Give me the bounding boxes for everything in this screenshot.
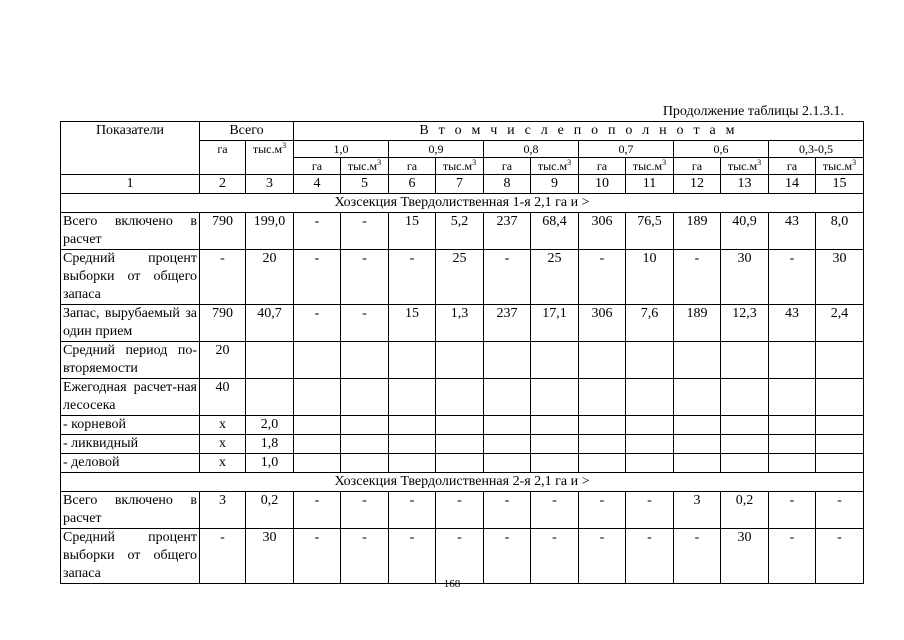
table-cell: 20 xyxy=(246,250,294,305)
header-density-volume xyxy=(816,158,864,175)
table-cell: - xyxy=(341,305,389,342)
table-cell: - xyxy=(769,529,816,584)
table-cell: 790 xyxy=(200,305,246,342)
table-cell: 43 xyxy=(769,305,816,342)
table-cell: 40 xyxy=(200,379,246,416)
table-cell xyxy=(579,379,626,416)
unit-exponent: 3 xyxy=(377,158,382,167)
header-density-volume xyxy=(626,158,674,175)
table-cell xyxy=(484,342,531,379)
table-cell xyxy=(721,416,769,435)
table-cell: 0,2 xyxy=(721,492,769,529)
table-cell: - xyxy=(389,529,436,584)
table-cell: - xyxy=(294,529,341,584)
table-cell xyxy=(531,435,579,454)
table-cell: - xyxy=(341,529,389,584)
column-number: 5 xyxy=(341,175,389,194)
header-density-ha: га xyxy=(484,158,531,175)
table-cell: - xyxy=(389,492,436,529)
table-cell xyxy=(294,435,341,454)
table-cell: 0,2 xyxy=(246,492,294,529)
header-density: 1,0 xyxy=(294,141,389,158)
table-cell xyxy=(246,379,294,416)
table-cell xyxy=(769,435,816,454)
table-cell: - xyxy=(674,529,721,584)
header-density: 0,3-0,5 xyxy=(769,141,864,158)
table-cell: - xyxy=(341,213,389,250)
unit-label: тыс.м xyxy=(727,159,758,173)
table-row xyxy=(61,342,864,379)
table-cell: - xyxy=(579,492,626,529)
header-density-volume xyxy=(436,158,484,175)
header-density: 0,8 xyxy=(484,141,579,158)
table-row xyxy=(61,454,864,473)
table-cell xyxy=(816,342,864,379)
table-cell xyxy=(531,454,579,473)
table-cell: 15 xyxy=(389,305,436,342)
table-cell xyxy=(389,454,436,473)
header-total-volume xyxy=(246,141,294,175)
header-total: Всего xyxy=(200,122,294,141)
table-cell xyxy=(579,435,626,454)
table-cell: - xyxy=(674,250,721,305)
table-cell: - xyxy=(294,492,341,529)
column-number: 1 xyxy=(61,175,200,194)
table-cell: - xyxy=(626,492,674,529)
table-body xyxy=(61,122,864,584)
table-cell xyxy=(246,342,294,379)
table-cell: - xyxy=(200,250,246,305)
table-cell: x xyxy=(200,454,246,473)
column-number-row xyxy=(61,175,864,194)
table-cell: 68,4 xyxy=(531,213,579,250)
table-cell xyxy=(816,379,864,416)
header-total-ha: га xyxy=(200,141,246,175)
table-cell: 30 xyxy=(721,529,769,584)
table-cell: 2,4 xyxy=(816,305,864,342)
table-cell xyxy=(341,435,389,454)
table-cell: - xyxy=(200,529,246,584)
table-cell: 17,1 xyxy=(531,305,579,342)
column-number: 11 xyxy=(626,175,674,194)
table-cell xyxy=(294,454,341,473)
table-cell xyxy=(769,454,816,473)
table-cell: - xyxy=(769,250,816,305)
table-cell: 790 xyxy=(200,213,246,250)
table-cell: - xyxy=(626,529,674,584)
table-cell: 12,3 xyxy=(721,305,769,342)
table-cell xyxy=(341,342,389,379)
table-cell xyxy=(816,416,864,435)
unit-label: тыс.м xyxy=(822,159,853,173)
header-density: 0,9 xyxy=(389,141,484,158)
header-density-ha: га xyxy=(294,158,341,175)
table-cell xyxy=(579,416,626,435)
table-row xyxy=(61,529,864,584)
header-including-densities: В т о м ч и с л е п о п о л н о т а м xyxy=(294,122,864,141)
table-cell: - xyxy=(816,492,864,529)
table-cell: - xyxy=(436,492,484,529)
table-cell: x xyxy=(200,435,246,454)
table-cell xyxy=(626,454,674,473)
table-row xyxy=(61,379,864,416)
table-cell: 306 xyxy=(579,305,626,342)
header-density-ha: га xyxy=(579,158,626,175)
table-cell: 189 xyxy=(674,213,721,250)
table-cell xyxy=(389,416,436,435)
table-row xyxy=(61,250,864,305)
table-row xyxy=(61,416,864,435)
table-cell xyxy=(484,435,531,454)
table-cell xyxy=(579,454,626,473)
section-row xyxy=(61,473,864,492)
table-cell: - xyxy=(341,492,389,529)
table-cell xyxy=(721,454,769,473)
table-cell: 30 xyxy=(246,529,294,584)
header-density-ha: га xyxy=(389,158,436,175)
unit-label: тыс.м xyxy=(252,142,283,156)
table-cell: 306 xyxy=(579,213,626,250)
column-number: 12 xyxy=(674,175,721,194)
table-cell: 30 xyxy=(721,250,769,305)
table-cell: 43 xyxy=(769,213,816,250)
table-cell: - xyxy=(531,529,579,584)
column-number: 15 xyxy=(816,175,864,194)
table-cell xyxy=(626,416,674,435)
page-number: 168 xyxy=(443,578,461,590)
table-cell: - xyxy=(769,492,816,529)
table-cell xyxy=(769,342,816,379)
table-cell: 3 xyxy=(674,492,721,529)
table-cell xyxy=(626,435,674,454)
row-label: Всего включено в расчет xyxy=(61,213,200,250)
row-label: - деловой xyxy=(61,454,200,473)
unit-label: тыс.м xyxy=(537,159,568,173)
table-cell xyxy=(816,454,864,473)
table-cell: 25 xyxy=(531,250,579,305)
row-label: Средний процент выборки от общего запаса xyxy=(61,529,200,584)
table-cell: 189 xyxy=(674,305,721,342)
column-number: 8 xyxy=(484,175,531,194)
header-density-volume xyxy=(721,158,769,175)
table-cell: - xyxy=(531,492,579,529)
table-cell xyxy=(436,416,484,435)
table-cell xyxy=(341,416,389,435)
table-cell xyxy=(531,379,579,416)
table-cell: 1,3 xyxy=(436,305,484,342)
table-cell: - xyxy=(436,529,484,584)
table-cell: 5,2 xyxy=(436,213,484,250)
table-cell xyxy=(579,342,626,379)
table-row xyxy=(61,492,864,529)
table-cell: 20 xyxy=(200,342,246,379)
table-cell: 10 xyxy=(626,250,674,305)
table-cell xyxy=(294,342,341,379)
column-number: 2 xyxy=(200,175,246,194)
table-cell xyxy=(721,379,769,416)
table-cell: 15 xyxy=(389,213,436,250)
table-cell: 40,7 xyxy=(246,305,294,342)
column-number: 7 xyxy=(436,175,484,194)
header-density-volume xyxy=(341,158,389,175)
table-cell xyxy=(436,379,484,416)
column-number: 13 xyxy=(721,175,769,194)
table-cell xyxy=(436,454,484,473)
column-number: 3 xyxy=(246,175,294,194)
table-cell: - xyxy=(389,250,436,305)
header-indicators: Показатели xyxy=(61,122,200,175)
table-cell xyxy=(389,342,436,379)
table-cell: 199,0 xyxy=(246,213,294,250)
table-cell: - xyxy=(484,250,531,305)
table-cell xyxy=(674,454,721,473)
table-cell xyxy=(341,454,389,473)
table-cell xyxy=(816,435,864,454)
table-row xyxy=(61,435,864,454)
unit-exponent: 3 xyxy=(472,158,477,167)
column-number: 10 xyxy=(579,175,626,194)
table-cell: 3 xyxy=(200,492,246,529)
section-title: Хозсекция Твердолиственная 1-я 2,1 га и > xyxy=(61,194,864,213)
column-number: 9 xyxy=(531,175,579,194)
table-cell xyxy=(674,435,721,454)
header-density: 0,7 xyxy=(579,141,674,158)
header-row-1 xyxy=(61,122,864,141)
table-cell xyxy=(341,379,389,416)
table-cell xyxy=(484,416,531,435)
table-cell xyxy=(294,416,341,435)
table-cell xyxy=(721,342,769,379)
table-cell: 40,9 xyxy=(721,213,769,250)
table-cell xyxy=(674,379,721,416)
row-label: Всего включено в расчет xyxy=(61,492,200,529)
allowable-cut-table xyxy=(60,121,864,584)
table-cell: 237 xyxy=(484,305,531,342)
table-cell xyxy=(484,379,531,416)
table-cell xyxy=(436,342,484,379)
section-title: Хозсекция Твердолиственная 2-я 2,1 га и > xyxy=(61,473,864,492)
table-cell: - xyxy=(484,529,531,584)
table-cell xyxy=(389,435,436,454)
table-cell xyxy=(294,379,341,416)
table-cell: - xyxy=(341,250,389,305)
table-cell: x xyxy=(200,416,246,435)
table-cell: 1,8 xyxy=(246,435,294,454)
row-label: - корневой xyxy=(61,416,200,435)
table-cell xyxy=(626,379,674,416)
table-cell: - xyxy=(579,529,626,584)
table-cell: - xyxy=(816,529,864,584)
table-cell xyxy=(721,435,769,454)
section-row xyxy=(61,194,864,213)
table-cell: - xyxy=(579,250,626,305)
table-row xyxy=(61,213,864,250)
unit-label: тыс.м xyxy=(442,159,473,173)
column-number: 6 xyxy=(389,175,436,194)
table-row xyxy=(61,305,864,342)
unit-exponent: 3 xyxy=(757,158,762,167)
row-label: Средний период по-вторяемости xyxy=(61,342,200,379)
table-cell xyxy=(674,342,721,379)
table-cell: - xyxy=(294,305,341,342)
column-number: 14 xyxy=(769,175,816,194)
table-cell: 237 xyxy=(484,213,531,250)
row-label: Запас, вырубаемый за один прием xyxy=(61,305,200,342)
header-density-ha: га xyxy=(769,158,816,175)
row-label: - ликвидный xyxy=(61,435,200,454)
table-cell xyxy=(531,342,579,379)
table-cell xyxy=(769,379,816,416)
table-cell xyxy=(531,416,579,435)
unit-exponent: 3 xyxy=(662,158,667,167)
table-cell: 1,0 xyxy=(246,454,294,473)
unit-exponent: 3 xyxy=(567,158,572,167)
header-density-ha: га xyxy=(674,158,721,175)
table-cell xyxy=(626,342,674,379)
column-number: 4 xyxy=(294,175,341,194)
table-cell xyxy=(389,379,436,416)
table-cell: - xyxy=(294,250,341,305)
table-cell: 8,0 xyxy=(816,213,864,250)
table-cell xyxy=(674,416,721,435)
row-label: Ежегодная расчет-ная лесосека xyxy=(61,379,200,416)
table-cell xyxy=(769,416,816,435)
row-label: Средний процент выборки от общего запаса xyxy=(61,250,200,305)
unit-label: тыс.м xyxy=(632,159,663,173)
table-cell: 30 xyxy=(816,250,864,305)
table-cell xyxy=(436,435,484,454)
header-density-volume xyxy=(531,158,579,175)
table-cell: 25 xyxy=(436,250,484,305)
table-cell xyxy=(484,454,531,473)
unit-exponent: 3 xyxy=(282,141,287,150)
header-density: 0,6 xyxy=(674,141,769,158)
unit-exponent: 3 xyxy=(852,158,857,167)
table-cell: - xyxy=(484,492,531,529)
table-cell: 76,5 xyxy=(626,213,674,250)
table-caption: Продолжение таблицы 2.1.3.1. xyxy=(662,104,844,119)
table-cell: 7,6 xyxy=(626,305,674,342)
table-cell: - xyxy=(294,213,341,250)
unit-label: тыс.м xyxy=(347,159,378,173)
table-cell: 2,0 xyxy=(246,416,294,435)
